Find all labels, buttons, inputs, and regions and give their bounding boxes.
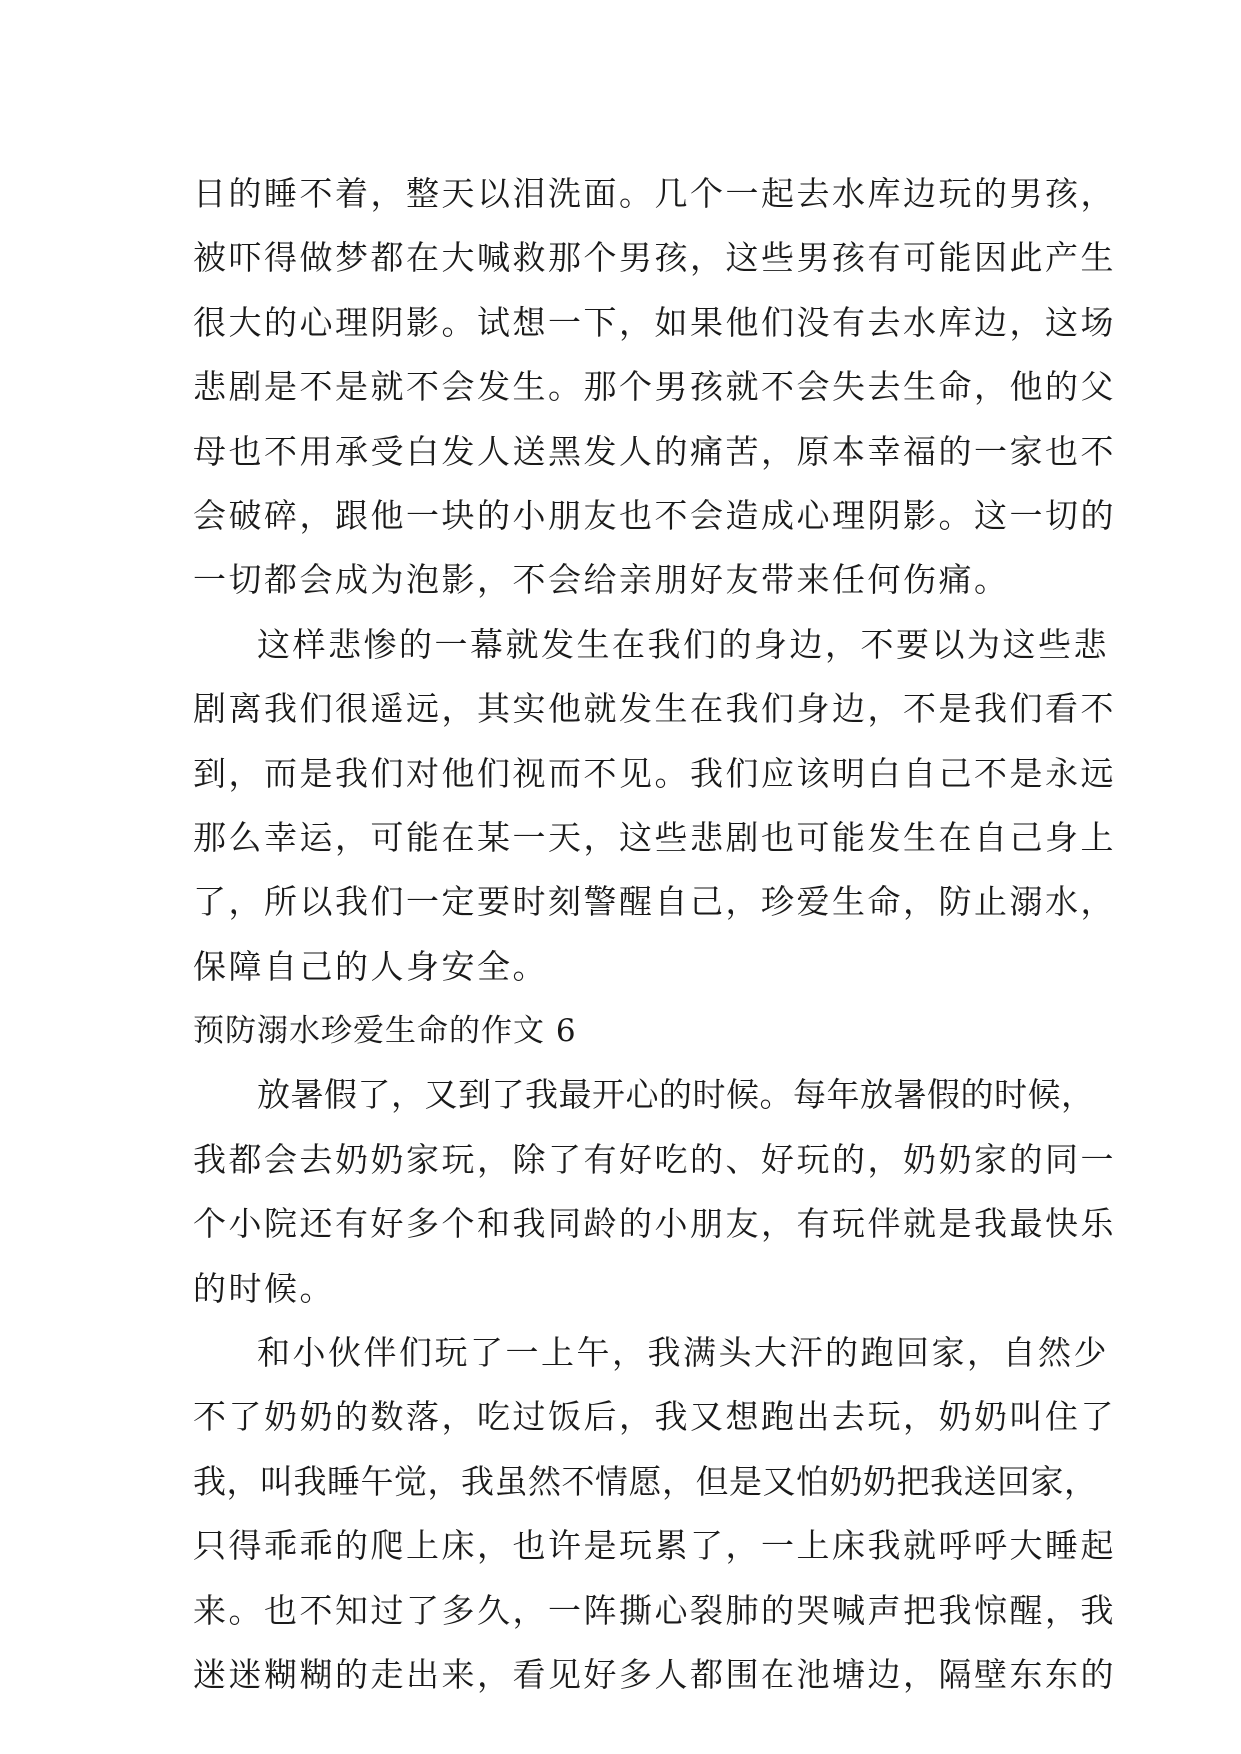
section-heading: 预防溺水珍爱生命的作文 6 [193, 1013, 577, 1050]
text-line: 我都会去奶奶家玩，除了有好吃的、好玩的，奶奶家的同一 [193, 1139, 1116, 1179]
text-line: 剧离我们很遥远，其实他就发生在我们身边，不是我们看不 [193, 689, 1116, 729]
text-line: 迷迷糊糊的走出来，看见好多人都围在池塘边，隔壁东东的 [193, 1654, 1116, 1694]
text-line: 被吓得做梦都在大喊救那个男孩，这些男孩有可能因此产生 [193, 238, 1116, 278]
text-line: 个小院还有好多个和我同龄的小朋友，有玩伴就是我最快乐 [193, 1204, 1116, 1244]
text-line: 了，所以我们一定要时刻警醒自己，珍爱生命，防止溺水， [193, 882, 1116, 922]
text-line: 日的睡不着，整天以泪洗面。几个一起去水库边玩的男孩， [193, 174, 1116, 213]
text-line: 到，而是我们对他们视而不见。我们应该明白自己不是永远 [193, 753, 1116, 793]
text-line: 会破碎，跟他一块的小朋友也不会造成心理阴影。这一切的 [193, 495, 1116, 535]
text-line: 只得乖乖的爬上床，也许是玩累了，一上床我就呼呼大睡起 [193, 1526, 1116, 1566]
text-line: 悲剧是不是就不会发生。那个男孩就不会失去生命，他的父 [193, 367, 1116, 407]
text-line: 母也不用承受白发人送黑发人的痛苦，原本幸福的一家也不 [193, 431, 1116, 471]
text-line: 不了奶奶的数落，吃过饭后，我又想跑出去玩，奶奶叫住了 [193, 1397, 1116, 1437]
text-line: 来。也不知过了多久，一阵撕心裂肺的哭喊声把我惊醒，我 [193, 1590, 1116, 1630]
paragraph-first-line: 和小伙伴们玩了一上午，我满头大汗的跑回家，自然少 [257, 1333, 1109, 1373]
text-line: 保障自己的人身安全。 [193, 946, 548, 986]
paragraph-first-line: 放暑假了，又到了我最开心的时候。每年放暑假的时候， [257, 1075, 1095, 1115]
document-page [193, 162, 1116, 1707]
text-line: 很大的心理阴影。试想一下，如果他们没有去水库边，这场 [193, 302, 1116, 342]
text-line: 那么幸运，可能在某一天，这些悲剧也可能发生在自己身上 [193, 817, 1116, 857]
text-line: 一切都会成为泡影，不会给亲朋好友带来任何伤痛。 [193, 560, 1010, 600]
text-line: 我，叫我睡午觉，我虽然不情愿，但是又怕奶奶把我送回家， [193, 1461, 1098, 1501]
paragraph-first-line: 这样悲惨的一幕就发生在我们的身边，不要以为这些悲 [257, 624, 1109, 664]
text-line: 的时候。 [193, 1268, 335, 1308]
